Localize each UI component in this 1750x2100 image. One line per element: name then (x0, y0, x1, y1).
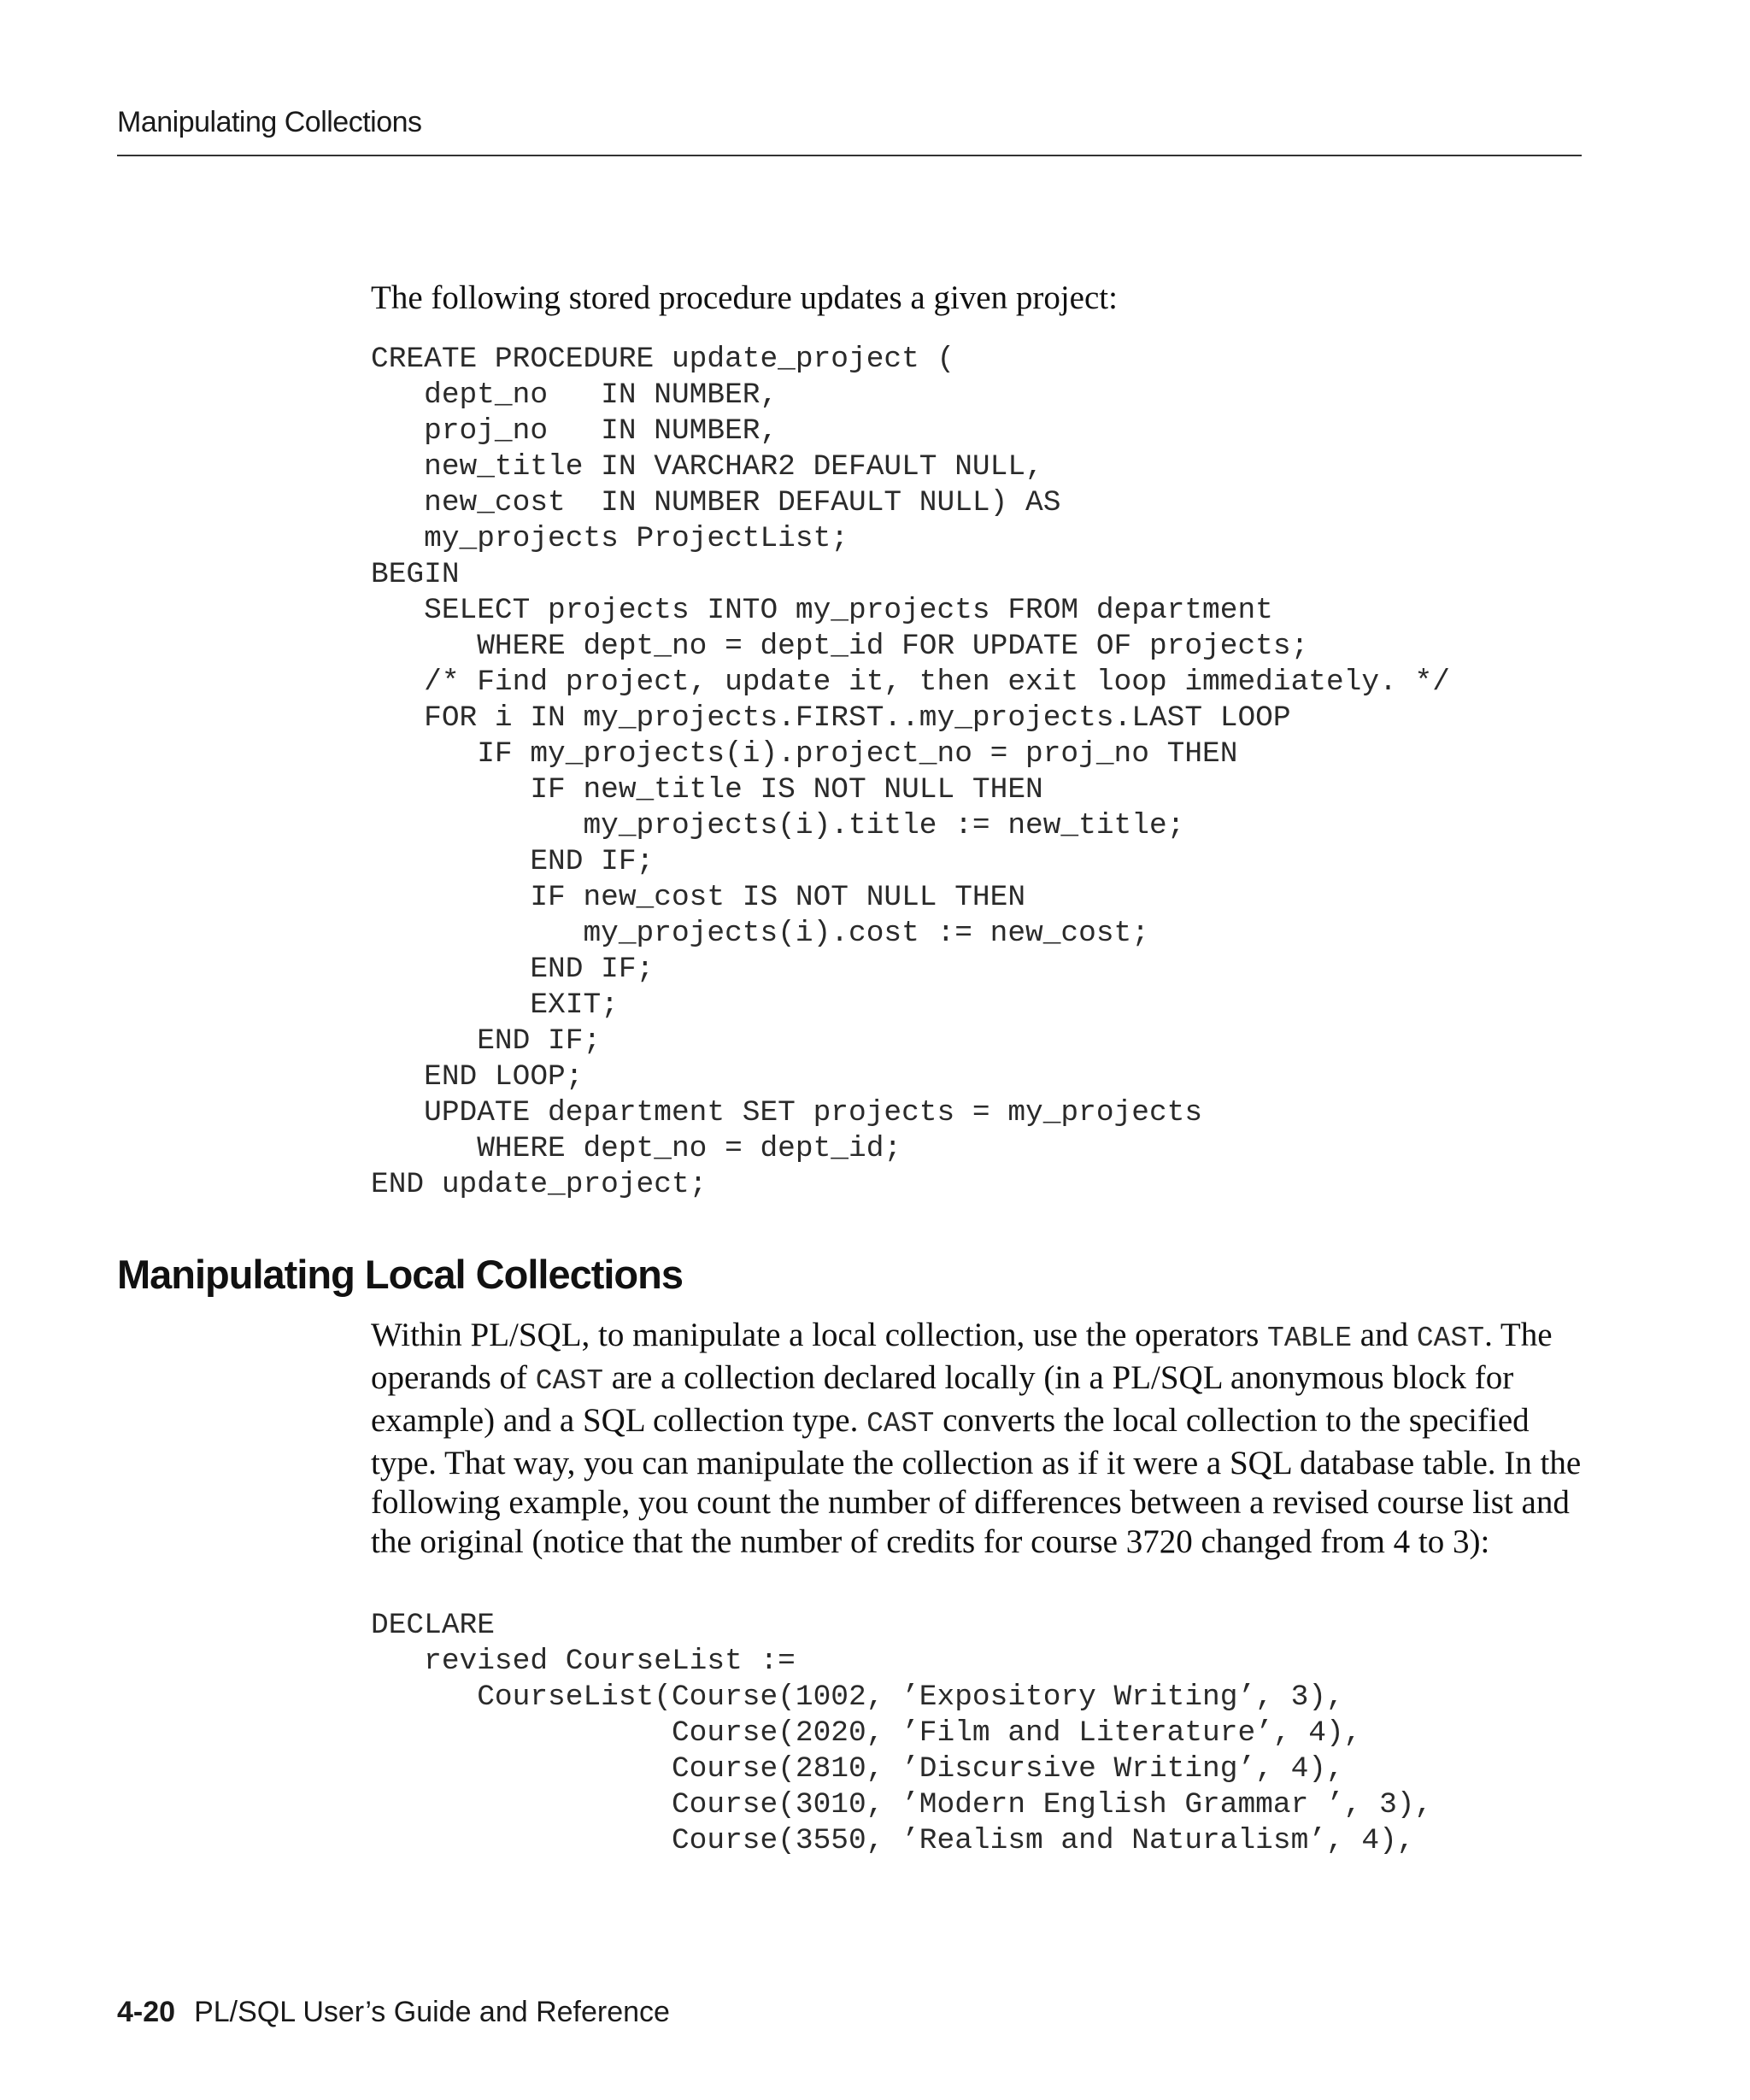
inline-code-table: TABLE (1267, 1323, 1353, 1354)
code-block-declare: DECLARE revised CourseList := CourseList(Course(1002, ’Expository Writing’, 3), Course(2020, ’Film and Literature’, 4), Course(2810, ’Discursive Writing’, 4), Course(3010, ’Modern English Grammar ’, 3), Course(3550, ’Realism and Naturalism’, 4), (371, 1609, 1433, 1857)
page-number: 4-20 (117, 1996, 176, 2028)
code-block-update-project: CREATE PROCEDURE update_project ( dept_no IN NUMBER, proj_no IN NUMBER, new_title IN VARCHAR2 DEFAULT NULL, new_cost IN NUMBER DEFAULT NULL) AS my_projects ProjectList; BEGIN SELECT projects INTO my_projects FROM department WHERE dept_no = dept_id FOR UPDATE OF projects; /* Find project, update it, then exit loop immediately. */ FOR i IN my_projects.FIRST..my_projects.LAST LOOP IF my_projects(i).project_no = proj_no THEN IF new_title IS NOT NULL THEN my_projects(i).title := new_title; END IF; IF new_cost IS NOT NULL THEN my_projects(i).cost := new_cost; END IF; EXIT; END IF; END LOOP; UPDATE department SET projects = my_projects WHERE dept_no = dept_id; END update_project; (371, 343, 1450, 1201)
running-header: Manipulating Collections (117, 106, 422, 138)
page-footer (117, 1996, 670, 2029)
book-title: PL/SQL User’s Guide and Reference (194, 1996, 670, 2028)
section-heading: Manipulating Local Collections (117, 1252, 683, 1297)
inline-code-cast: CAST (866, 1408, 935, 1440)
para-text: converts the local collection to the specified type. That way, you can manipulate the collection as if it were a SQL database table. In the following example, you count the number of differences between a revised course list and the original (notice that the number of credits for course 3720 changed from 4 to 3): (371, 1402, 1582, 1560)
para-text: are a collection declared locally (in a PL/SQL anonymous block for example) and a SQL collection type. (371, 1359, 1514, 1439)
inline-code-cast: CAST (1416, 1323, 1485, 1354)
inline-code-cast: CAST (535, 1365, 603, 1397)
para-text: Within PL/SQL, to manipulate a local collection, use the operators (371, 1317, 1268, 1353)
para-text: and (1352, 1317, 1417, 1353)
section-paragraph (371, 1316, 1584, 1562)
header-rule (117, 155, 1582, 156)
para-text: . The operands of (371, 1317, 1553, 1396)
intro-text: The following stored procedure updates a given project: (371, 279, 1118, 316)
